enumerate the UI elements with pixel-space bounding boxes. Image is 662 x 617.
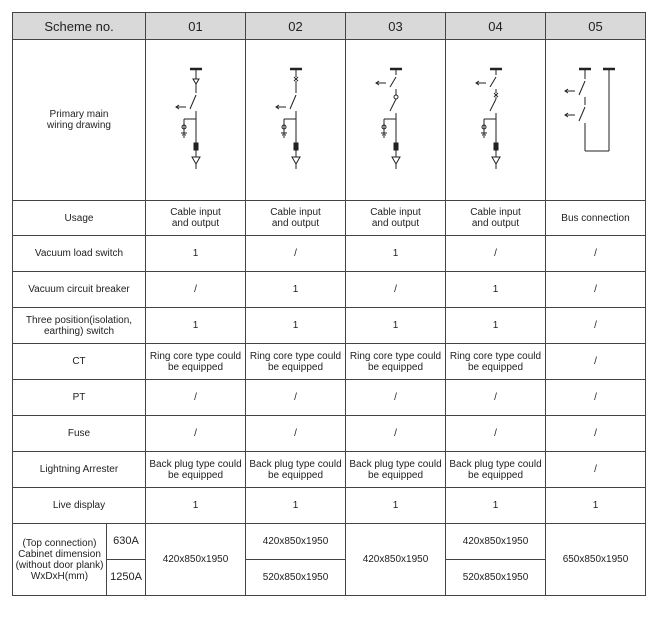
wiring-drawing-01 xyxy=(146,40,246,201)
table-cell: / xyxy=(146,380,246,416)
table-cell: 1 xyxy=(346,236,446,272)
drawing-row-label: Primary main wiring drawing xyxy=(13,40,146,201)
current-630: 630A xyxy=(107,524,146,560)
dimension-cell-05: 650x850x1950 xyxy=(546,524,646,596)
table-cell: / xyxy=(246,380,346,416)
table-cell: / xyxy=(546,380,646,416)
table-cell: 1 xyxy=(246,308,346,344)
table-cell: 1 xyxy=(446,308,546,344)
table-cell: / xyxy=(546,272,646,308)
table-row-dimension-630 xyxy=(13,524,646,560)
row-label: Lightning Arrester xyxy=(13,452,146,488)
wiring-drawing-03 xyxy=(346,40,446,201)
wiring-drawing-02 xyxy=(246,40,346,201)
drawing-row xyxy=(13,40,646,201)
dimension-cell-01: 420x850x1950 xyxy=(146,524,246,596)
dimension-cell-02-1250: 520x850x1950 xyxy=(246,560,346,596)
table-cell: 1 xyxy=(346,308,446,344)
table-cell: / xyxy=(546,344,646,380)
table-row-pt xyxy=(13,380,646,416)
table-cell: Cable input and output xyxy=(246,201,346,236)
table-cell: 1 xyxy=(146,308,246,344)
table-row-lightning-arrester xyxy=(13,452,646,488)
table-cell: / xyxy=(446,416,546,452)
table-cell: Bus connection xyxy=(546,201,646,236)
row-label: Fuse xyxy=(13,416,146,452)
wiring-drawing-04 xyxy=(446,40,546,201)
table-cell: / xyxy=(346,272,446,308)
table-cell: / xyxy=(246,236,346,272)
load-switch-isolator-diagram-icon xyxy=(366,65,426,175)
breaker-isolator-diagram-icon xyxy=(466,65,526,175)
row-label: Vacuum circuit breaker xyxy=(13,272,146,308)
table-cell: Back plug type could be equipped xyxy=(346,452,446,488)
table-cell: / xyxy=(346,380,446,416)
table-cell: / xyxy=(146,416,246,452)
table-cell: Cable input and output xyxy=(446,201,546,236)
table-cell: Back plug type could be equipped xyxy=(446,452,546,488)
row-label: PT xyxy=(13,380,146,416)
header-scheme-05: 05 xyxy=(546,13,646,40)
table-cell: / xyxy=(546,308,646,344)
dimension-label: (Top connection) Cabinet dimension (without door plank) WxDxH(mm) xyxy=(13,524,107,596)
table-row-load-switch xyxy=(13,236,646,272)
table-cell: Back plug type could be equipped xyxy=(246,452,346,488)
table-row-three-position-switch xyxy=(13,308,646,344)
circuit-breaker-diagram-icon xyxy=(266,65,326,175)
header-scheme-label: Scheme no. xyxy=(13,13,146,40)
current-1250: 1250A xyxy=(107,560,146,596)
dimension-cell-04-1250: 520x850x1950 xyxy=(446,560,546,596)
header-scheme-01: 01 xyxy=(146,13,246,40)
header-scheme-03: 03 xyxy=(346,13,446,40)
bus-connection-diagram-icon xyxy=(561,65,631,175)
table-cell: Ring core type could be equipped xyxy=(446,344,546,380)
row-label: Live display xyxy=(13,488,146,524)
table-cell: 1 xyxy=(346,488,446,524)
table-cell: 1 xyxy=(146,488,246,524)
table-cell: 1 xyxy=(446,488,546,524)
table-cell: / xyxy=(546,236,646,272)
header-scheme-04: 04 xyxy=(446,13,546,40)
table-cell: / xyxy=(446,380,546,416)
dimension-cell-03: 420x850x1950 xyxy=(346,524,446,596)
table-cell: 1 xyxy=(246,488,346,524)
table-cell: Ring core type could be equipped xyxy=(346,344,446,380)
table-row-circuit-breaker xyxy=(13,272,646,308)
table-cell: Ring core type could be equipped xyxy=(246,344,346,380)
row-label: CT xyxy=(13,344,146,380)
table-cell: Back plug type could be equipped xyxy=(146,452,246,488)
table-cell: Cable input and output xyxy=(346,201,446,236)
header-row xyxy=(13,13,646,40)
header-scheme-02: 02 xyxy=(246,13,346,40)
row-label: Usage xyxy=(13,201,146,236)
dimension-cell-04-630: 420x850x1950 xyxy=(446,524,546,560)
table-cell: 1 xyxy=(146,236,246,272)
table-cell: / xyxy=(546,452,646,488)
table-cell: Ring core type could be equipped xyxy=(146,344,246,380)
table-cell: / xyxy=(146,272,246,308)
table-cell: / xyxy=(546,416,646,452)
table-row-fuse xyxy=(13,416,646,452)
scheme-table xyxy=(12,12,646,596)
table-cell: 1 xyxy=(246,272,346,308)
row-label: Three position(isolation, earthing) switch xyxy=(13,308,146,344)
table-cell: Cable input and output xyxy=(146,201,246,236)
wiring-drawing-05 xyxy=(546,40,646,201)
table-row-ct xyxy=(13,344,646,380)
table-cell: 1 xyxy=(446,272,546,308)
table-cell: / xyxy=(446,236,546,272)
load-switch-diagram-icon xyxy=(166,65,226,175)
table-cell: / xyxy=(246,416,346,452)
table-row-usage xyxy=(13,201,646,236)
table-cell: 1 xyxy=(546,488,646,524)
table-row-live-display xyxy=(13,488,646,524)
row-label: Vacuum load switch xyxy=(13,236,146,272)
dimension-cell-02-630: 420x850x1950 xyxy=(246,524,346,560)
table-cell: / xyxy=(346,416,446,452)
